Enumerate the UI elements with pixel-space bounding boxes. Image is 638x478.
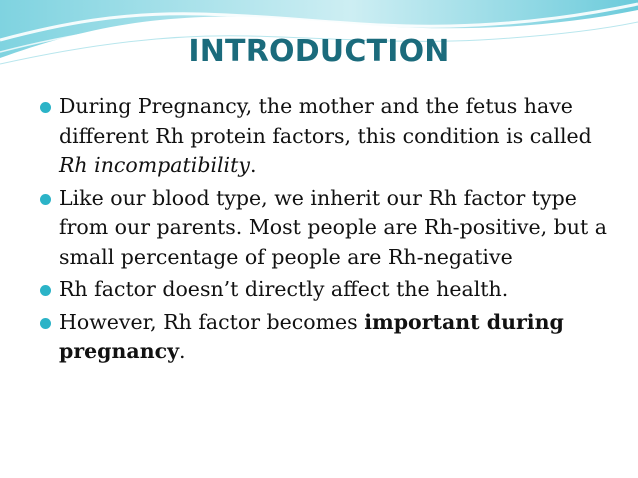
bullet-dot-icon — [40, 102, 51, 113]
bullet-text: However, Rh factor becomes — [59, 309, 365, 334]
bullet-dot-icon — [40, 194, 51, 205]
bullet-list — [14, 92, 626, 370]
bullet-dot-icon — [40, 285, 51, 296]
bullet-italic-term: Rh incompatibility — [59, 153, 250, 177]
bullet-text-end: . — [179, 339, 186, 363]
bullet-text-end: . — [249, 153, 257, 177]
bullet-item-pregnancy — [14, 308, 626, 367]
bullet-text: Like our blood type, we inherit our Rh factor type from our parents. Most people are Rh-positive, but a small percentage of people are Rh-negative — [59, 185, 607, 269]
bullet-item-inherit-rh — [14, 184, 626, 273]
bullet-text: During Pregnancy, the mother and the fetus have different Rh protein factors, this condition is called — [59, 94, 592, 148]
bullet-item-rh-incompatibility — [14, 92, 626, 181]
bullet-bold-term: important during pregnancy — [59, 309, 564, 363]
slide-title: INTRODUCTION — [188, 34, 450, 69]
bullet-item-health — [14, 275, 626, 305]
bullet-dot-icon — [40, 318, 51, 329]
bullet-text: Rh factor doesn’t directly affect the health. — [59, 277, 509, 301]
